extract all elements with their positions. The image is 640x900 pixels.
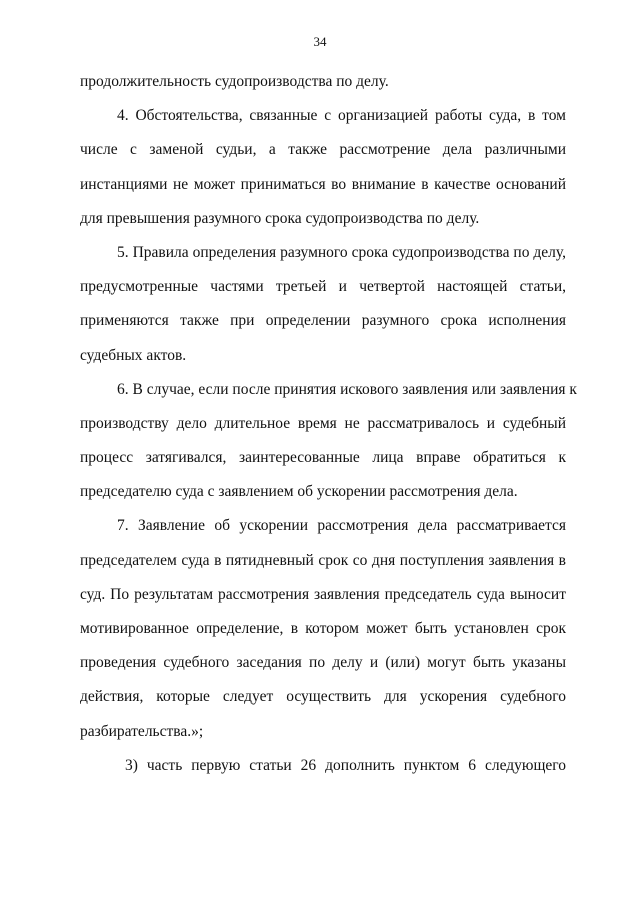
text-line: числе с заменой судьи, а также рассмотрение дела различными <box>80 141 566 159</box>
text-line: проведения судебного заседания по делу и (или) могут быть указаны <box>80 654 566 672</box>
text-line: председателем суда в пятидневный срок со дня поступления заявления в <box>80 551 566 569</box>
text-line: судебных актов. <box>80 346 187 364</box>
text-line: 7. Заявление об ускорении рассмотрения дела рассматривается <box>117 517 566 535</box>
text-line: разбирательства.»; <box>80 722 204 740</box>
text-line: 5. Правила определения разумного срока судопроизводства по делу, <box>117 243 566 261</box>
text-line: председателю суда с заявлением об ускорении рассмотрения дела. <box>80 483 518 501</box>
text-line: 4. Обстоятельства, связанные с организацией работы суда, в том <box>117 107 566 125</box>
text-line: суд. По результатам рассмотрения заявления председатель суда выносит <box>80 585 566 603</box>
text-line: 6. В случае, если после принятия искового заявления или заявления к <box>117 380 577 398</box>
text-line: производству дело длительное время не рассматривалось и судебный <box>80 414 566 432</box>
text-line: применяются также при определении разумного срока исполнения <box>80 312 566 330</box>
text-line: действия, которые следует осуществить для ускорения судебного <box>80 688 566 706</box>
text-line: продолжительность судопроизводства по делу. <box>80 73 389 90</box>
text-line: процесс затягивался, заинтересованные лица вправе обратиться к <box>80 449 566 467</box>
text-line: для превышения разумного срока судопроизводства по делу. <box>80 209 480 227</box>
text-line: предусмотренные частями третьей и четвертой настоящей статьи, <box>80 278 566 296</box>
text-line: 3) часть первую статьи 26 дополнить пунктом 6 следующего <box>125 756 566 774</box>
text-line: инстанциями не может приниматься во внимание в качестве оснований <box>80 175 566 193</box>
page-number: 34 <box>313 34 327 49</box>
text-line: мотивированное определение, в котором может быть установлен срок <box>80 620 566 637</box>
document-body <box>80 71 577 789</box>
